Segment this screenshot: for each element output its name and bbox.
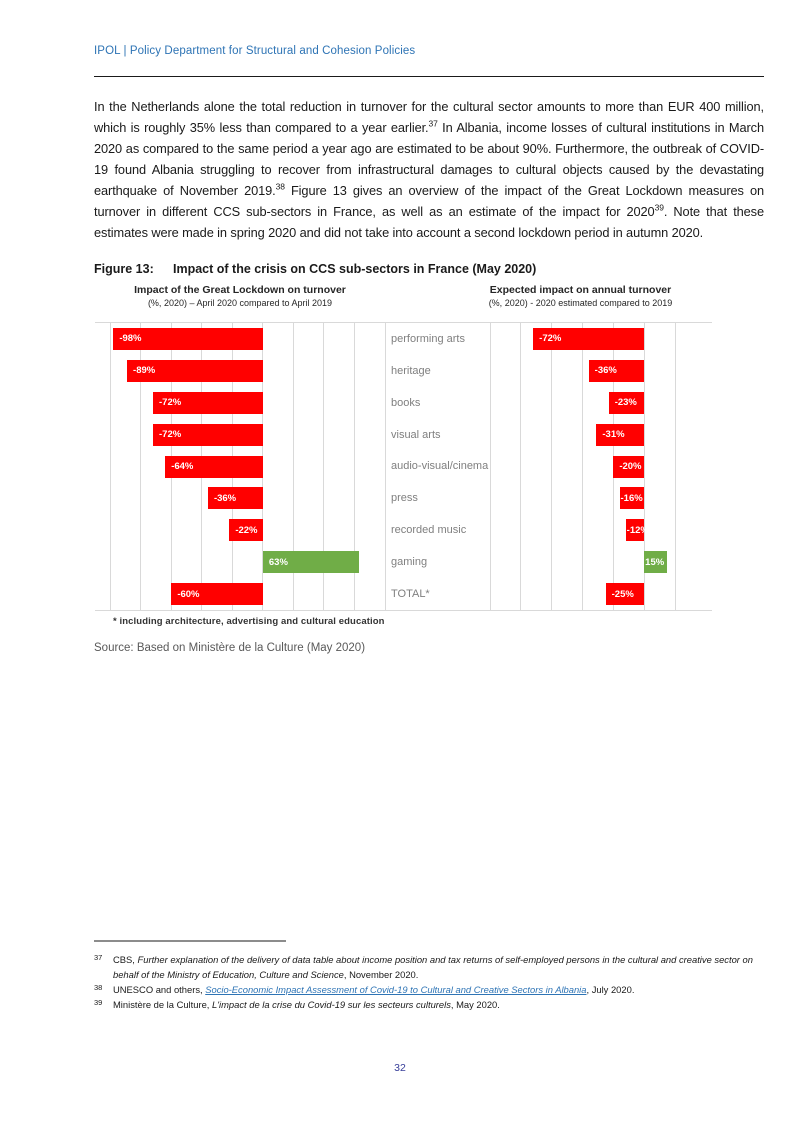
bar-gaming — [263, 551, 359, 573]
category-label-visual-arts: visual arts — [391, 428, 441, 441]
category-axis — [385, 323, 490, 610]
left-panel-subtitle: (%, 2020) – April 2020 compared to April 2019 — [147, 298, 333, 308]
bar-audio-visual-cinema — [165, 456, 263, 478]
bar-value-label: -22% — [235, 524, 258, 536]
bar-value-label: -98% — [119, 333, 142, 345]
chart-footnote: * including architecture, advertising and cultural education — [113, 616, 385, 627]
figure-caption-title: Impact of the crisis on CCS sub-sectors in France (May 2020) — [173, 262, 537, 276]
category-label-total-: TOTAL* — [391, 588, 430, 601]
bar-value-label: -72% — [159, 429, 182, 441]
bar-value-label: -89% — [133, 365, 156, 377]
footnote-text: UNESCO and others, Socio-Economic Impact Assessment of Covid-19 to Cultural and Creative Sectors in Albania, July 2020. — [113, 983, 635, 995]
right-panel-title-block — [449, 284, 712, 308]
bar-value-label: -25% — [611, 588, 634, 600]
footnote-ref: 38 — [275, 181, 285, 192]
header-divider — [94, 76, 764, 77]
gridline — [110, 323, 111, 610]
category-label-press: press — [391, 492, 418, 505]
bar-visual-arts — [596, 424, 644, 446]
footnote-text: Ministère de la Culture, L'impact de la crise du Covid-19 sur les secteurs culturels, May 2020. — [113, 998, 500, 1010]
footnote-number: 37 — [94, 953, 103, 962]
footnote-ref: 37 — [428, 118, 438, 129]
bar-recorded-music — [626, 519, 649, 541]
bar-press — [208, 487, 263, 509]
gridline — [520, 323, 521, 610]
source-line: Source: Based on Ministère de la Culture (May 2020) — [94, 642, 366, 654]
footnote-39 — [94, 998, 764, 1013]
category-label-books: books — [391, 396, 421, 409]
footnote-number: 38 — [94, 982, 103, 992]
bar-value-label: -72% — [539, 333, 562, 345]
gridline — [551, 323, 552, 610]
bar-value-label: -16% — [620, 492, 643, 504]
category-label-gaming: gaming — [391, 556, 428, 569]
left-bar-plot — [95, 323, 385, 610]
bar-value-label: -64% — [171, 461, 194, 472]
figure-caption — [94, 262, 764, 276]
bar-value-label: -72% — [159, 397, 182, 409]
right-bar-plot — [490, 323, 712, 610]
footnote-37 — [94, 953, 764, 982]
footnote-number: 39 — [94, 997, 103, 1007]
bar-audio-visual-cinema — [613, 456, 644, 478]
footnotes-block — [94, 953, 764, 1013]
bar-value-label: 15% — [645, 556, 665, 568]
right-panel-subtitle: (%, 2020) - 2020 estimated compared to 2019 — [488, 298, 673, 308]
bar-heritage — [127, 360, 263, 382]
footnote-link[interactable]: Socio-Economic Impact Assessment of Covid-19 to Cultural and Creative Sectors in Albania — [205, 983, 587, 995]
footnote-ref: 39 — [654, 202, 664, 213]
gridline — [675, 323, 676, 610]
bar-value-label: -20% — [619, 461, 642, 472]
bar-value-label: -23% — [614, 397, 637, 409]
footnote-38 — [94, 983, 764, 998]
bar-books — [153, 392, 263, 414]
figure-13-chart — [95, 284, 712, 616]
italic-title: Further explanation of the delivery of data table about income position and tax returns of self-employed persons in the cultural and creative sector on behalf of the Ministry of Education, Culture and Science — [113, 954, 753, 980]
gridline — [490, 323, 491, 610]
bar-value-label: -36% — [594, 365, 617, 377]
right-panel-title: Expected impact on annual turnover — [489, 284, 672, 296]
category-label-performing-arts: performing arts — [391, 332, 465, 345]
category-label-recorded-music: recorded music — [391, 524, 467, 537]
left-panel-title: Impact of the Great Lockdown on turnover — [134, 284, 346, 296]
italic-title: L'impact de la crise du Covid-19 sur les secteurs culturels — [212, 998, 451, 1010]
bar-recorded-music — [229, 519, 263, 541]
plot-area — [95, 322, 712, 611]
category-label-heritage: heritage — [391, 364, 431, 377]
figure-caption-label: Figure 13: — [94, 262, 154, 276]
bar-value-label: -60% — [177, 588, 200, 600]
bar-performing-arts — [533, 328, 644, 350]
page-number: 32 — [394, 1062, 406, 1074]
bar-value-label: -31% — [602, 429, 625, 441]
body-paragraph: In the Netherlands alone the total reduction in turnover for the cultural sector amounts to more than EUR 400 million, which is roughly 35% less than compared to a year earlier.$^{37}$ In Albania, income losses of cultural institutions in March 2020 as compared to the same period a year ago are estimated to be about 90%. Furthermore, the outbreak of COVID-19 found Albania struggling to recover from infrastructural damages to cultural objects caused by the devastating earthquake of November 2019.38 Figure 13 gives an overview of the impact of the Great Lockdown measures on turnover in different CCS sub-sectors in France, as well as an estimate of the impact for 2020$^{39}$. Note that these estimates were made in spring 2020 and did not take into account a second lockdown period in autumn 2020. — [94, 99, 765, 240]
bar-value-label: -12% — [626, 524, 649, 536]
footnote-text: CBS, Further explanation of the delivery of data table about income position and tax returns of self-employed persons in the cultural and creative sector on behalf of the Ministry of Education, Culture and Science, November 2020. — [113, 954, 753, 980]
running-header: IPOL | Policy Department for Structural and Cohesion Policies — [94, 45, 416, 57]
bar-heritage — [589, 360, 645, 382]
bar-value-label: 63% — [268, 556, 288, 568]
bar-total- — [171, 583, 263, 605]
category-label-audio-visual-cinema: audio-visual/cinema — [391, 460, 489, 473]
bar-visual-arts — [153, 424, 263, 446]
bar-books — [609, 392, 644, 414]
bar-total- — [606, 583, 645, 605]
gridline — [582, 323, 583, 610]
left-panel-title-block — [95, 284, 385, 308]
bar-press — [620, 487, 645, 509]
bar-performing-arts — [113, 328, 263, 350]
bar-gaming — [644, 551, 667, 573]
bar-value-label: -36% — [213, 492, 237, 504]
footnote-separator — [94, 940, 286, 942]
